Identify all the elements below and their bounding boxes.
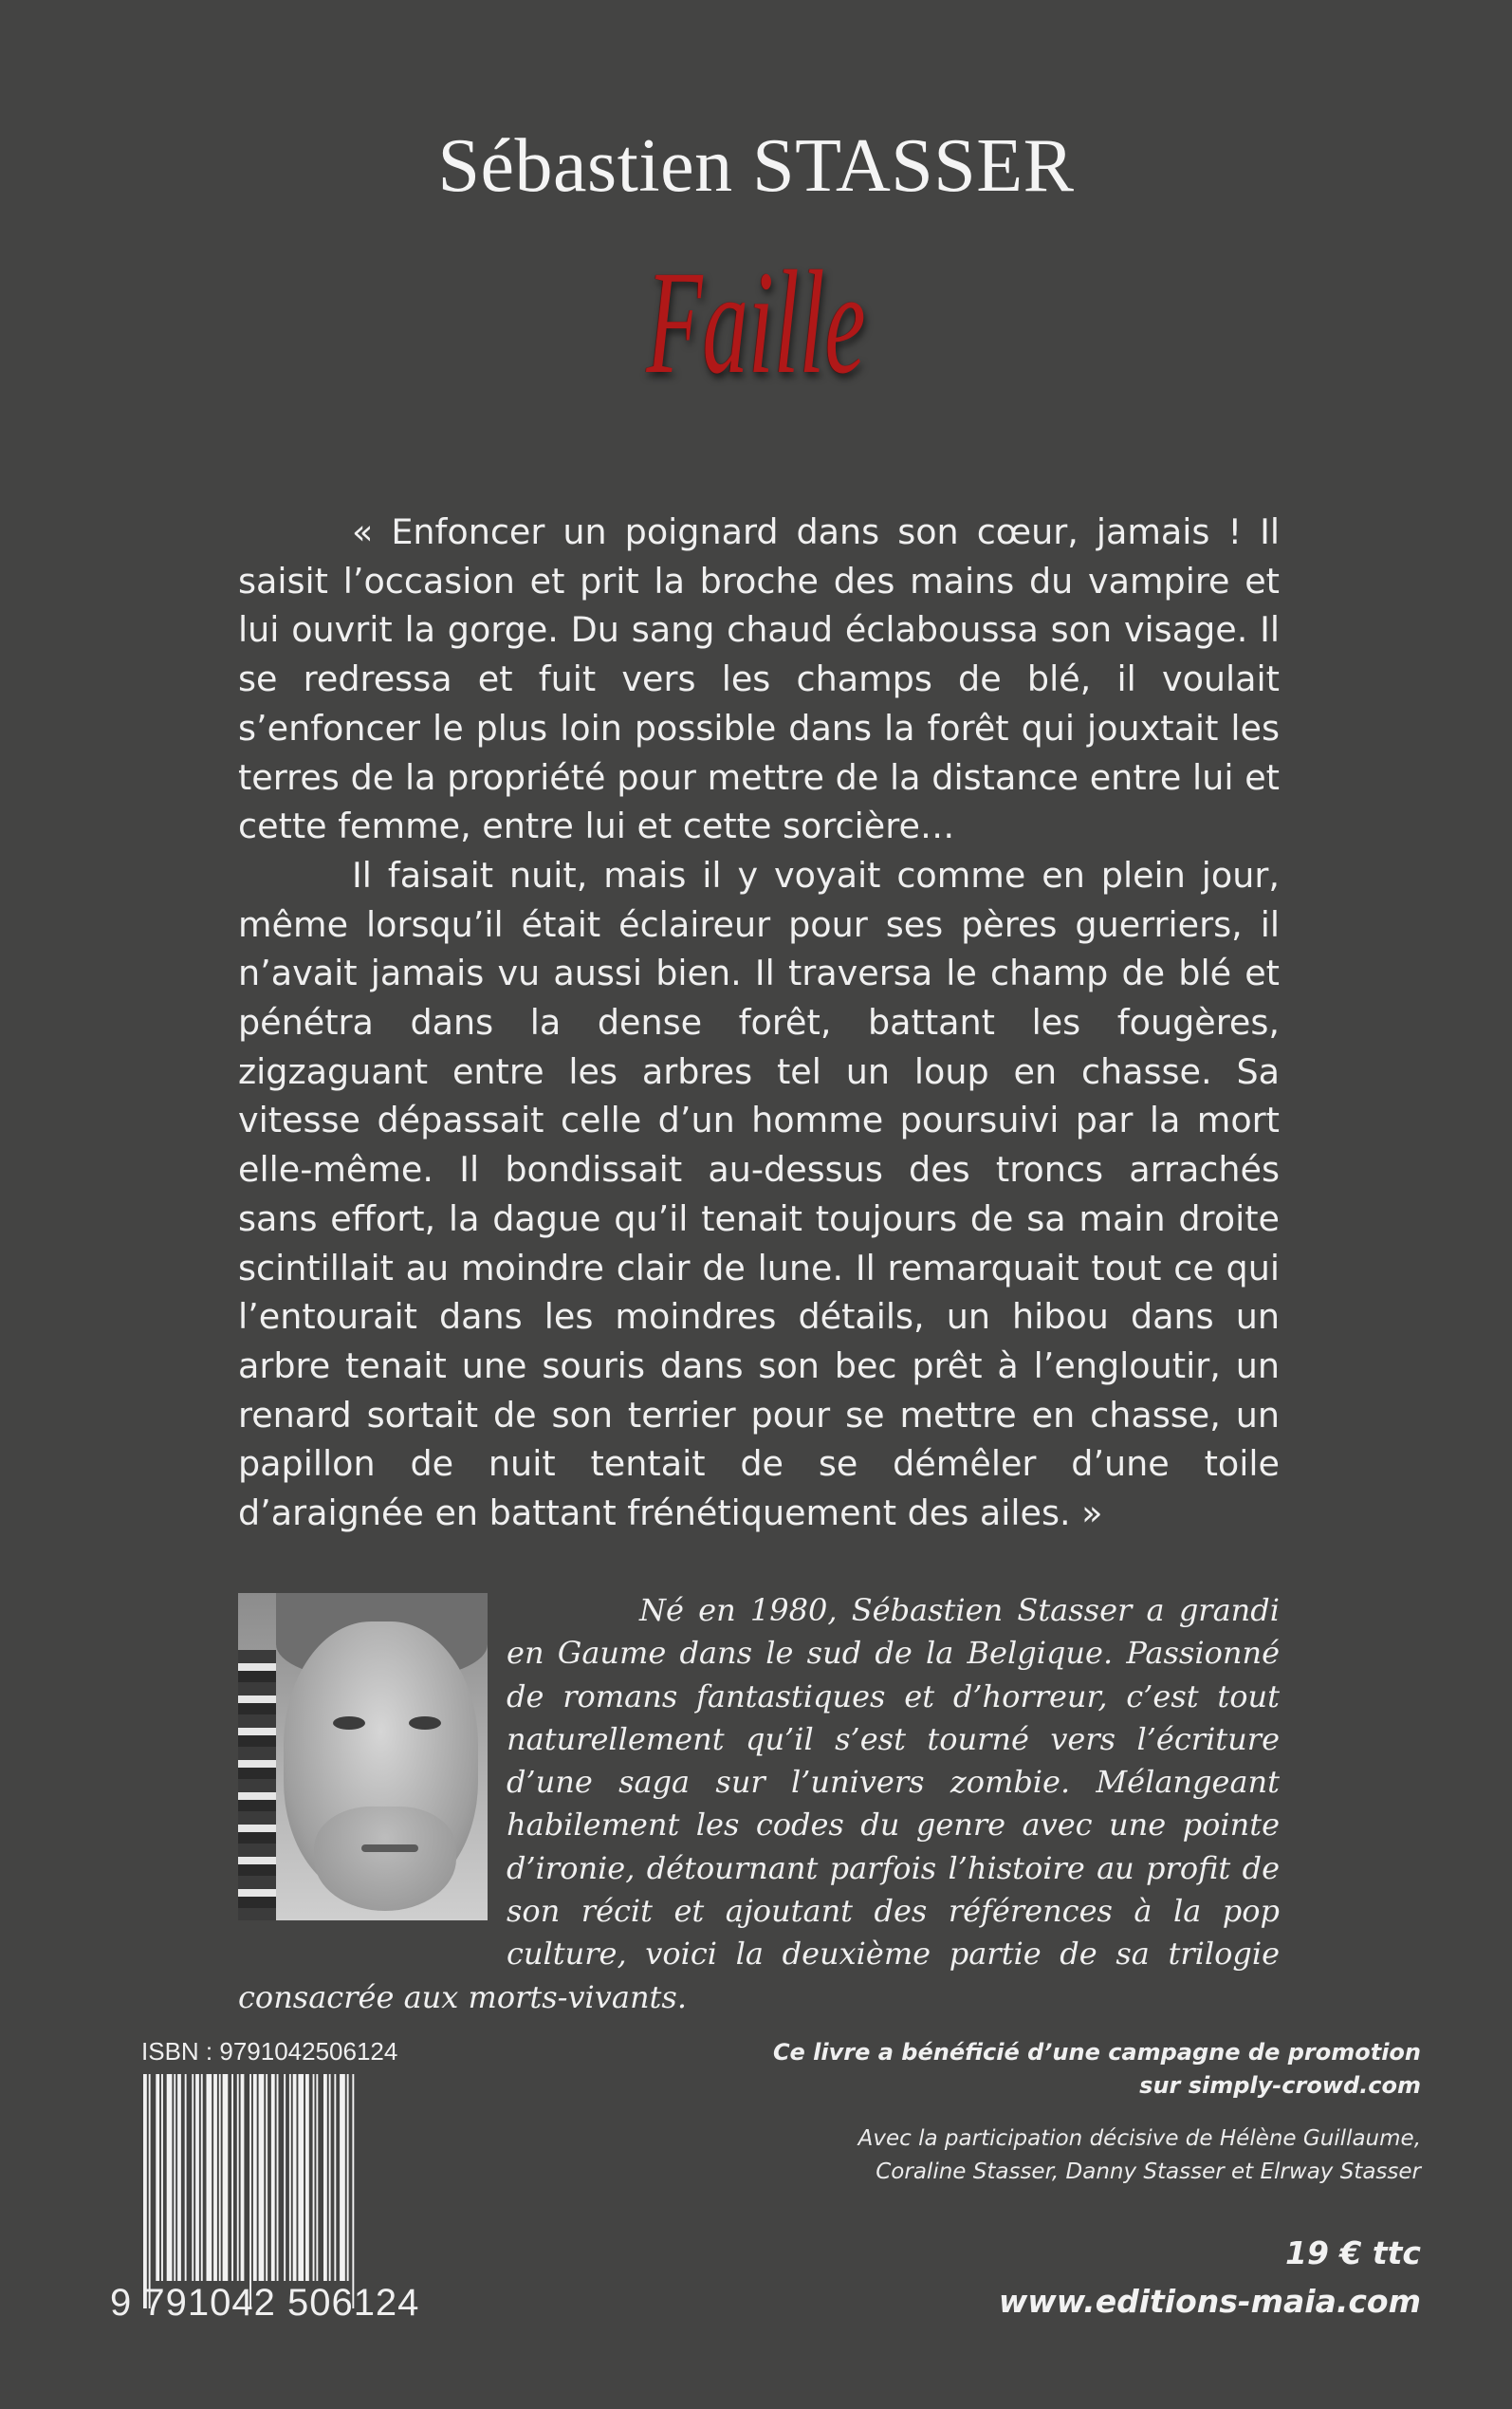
barcode-bar — [237, 2074, 239, 2281]
barcode-bar — [323, 2074, 327, 2281]
barcode-bar — [266, 2074, 267, 2281]
barcode-bar — [334, 2074, 336, 2281]
barcode-bar — [284, 2074, 286, 2281]
barcode-bar — [201, 2074, 203, 2281]
barcode-bar — [253, 2074, 257, 2281]
barcode-bar — [271, 2074, 275, 2281]
acknowledgements — [757, 2122, 1421, 2189]
barcode-bar — [316, 2074, 318, 2281]
promotion-note — [757, 2036, 1421, 2103]
barcode-bar — [352, 2074, 354, 2308]
book-title: Faille — [646, 240, 866, 404]
author-bio-text: Né en 1980, Sébastien Stasser a grandi en Gaume dans le sud de la Belgique. Passionné de romans fantastiques et d’horreur, c’est tout naturellement qu’il s’est tourné vers l’écriture d’une saga sur l’univers zombie. Mélangeant habilement les codes du genre avec une pointe d’ironie, détournant parfois l’histoire au profit de son récit et ajoutant des références à la pop culture, voici la deuxième partie de sa trilogie consacrée aux morts-vivants. — [238, 1592, 1280, 2015]
promotion-line-1: Ce livre a bénéficié d’une campagne de promotion — [772, 2039, 1421, 2066]
barcode-bar — [313, 2074, 315, 2281]
excerpt-paragraph: Il faisait nuit, mais il y voyait comme en plein jour, même lorsqu’il était éclaireur pour ses pères guerriers, il n’avait jamais vu aussi bien. Il traversa le champ de blé et pénétra dans la dense forêt, battant les fougères, zigzaguant entre les arbres tel un loup en chasse. Sa vitesse dépassait celle d’un homme poursuivi par la mort elle-même. Il bondissait au-dessus des troncs arrachés sans effort, la dague qu’il tenait toujours de sa main droite scintillait au moindre clair de lune. Il remarquait tout ce qui l’entourait dans les moindres détails, un hibou dans un arbre tenait une souris dans son bec prêt à l’engloutir, un renard sortait de son terrier pour se mettre en chasse, un papillon de nuit tentait de se démêler d’une toile d’araignée en battant frénétiquement des ailes. » — [238, 854, 1280, 1534]
barcode-bar — [298, 2074, 304, 2281]
barcode-bar — [289, 2074, 291, 2281]
publisher-website: www.editions-maia.com — [998, 2283, 1421, 2320]
barcode-bar — [192, 2074, 194, 2281]
barcode-bar — [231, 2074, 233, 2281]
barcode — [141, 2074, 431, 2308]
photo-spacer — [238, 1589, 488, 1937]
barcode-bar — [195, 2074, 199, 2281]
promotion-line-2: sur simply-crowd.com — [1139, 2072, 1421, 2099]
barcode-bar — [223, 2074, 229, 2281]
barcode-bar — [241, 2074, 245, 2281]
barcode-bar — [156, 2074, 159, 2281]
barcode-bar — [340, 2074, 345, 2281]
barcode-bar — [213, 2074, 217, 2281]
barcode-digits: 9 791042 506124 — [110, 2282, 420, 2324]
acknowledgements-line-2: Coraline Stasser, Danny Stasser et Elrway Stasser — [876, 2159, 1421, 2184]
barcode-bar — [149, 2074, 151, 2308]
barcode-bar — [174, 2074, 175, 2281]
barcode-bar — [305, 2074, 309, 2281]
excerpt-paragraph: « Enfoncer un poignard dans son cœur, jamais ! Il saisit l’occasion et prit la broche des mains du vampire et lui ouvrit la gorge. Du sang chaud éclaboussa son visage. Il se redressa et fuit vers les champs de blé, il voulait s’enfoncer le plus loin possible dans la forêt qui jouxtait les terres de la propriété pour mettre de la distance entre lui et cette femme, entre lui et cette sorcière… — [238, 511, 1280, 847]
barcode-bar — [259, 2074, 265, 2281]
acknowledgements-line-1: Avec la participation décisive de Hélène Guillaume, — [857, 2126, 1421, 2151]
barcode-bar — [219, 2074, 221, 2281]
barcode-bar — [347, 2074, 349, 2281]
barcode-bar — [249, 2074, 251, 2308]
barcode-bar — [293, 2074, 297, 2281]
barcode-bar — [185, 2074, 187, 2281]
barcode-bar — [143, 2074, 147, 2308]
author-bio — [238, 1589, 1280, 2019]
price: 19 € ttc — [1285, 2234, 1421, 2271]
barcode-bar — [161, 2074, 163, 2281]
barcode-bar — [277, 2074, 279, 2281]
barcode-bar — [329, 2074, 331, 2281]
isbn-label: ISBN : 9791042506124 — [141, 2037, 398, 2066]
barcode-bar — [167, 2074, 173, 2281]
author-name: Sébastien STASSER — [437, 124, 1075, 208]
barcode-bar — [207, 2074, 212, 2281]
barcode-bar — [177, 2074, 181, 2281]
excerpt — [238, 508, 1280, 1538]
